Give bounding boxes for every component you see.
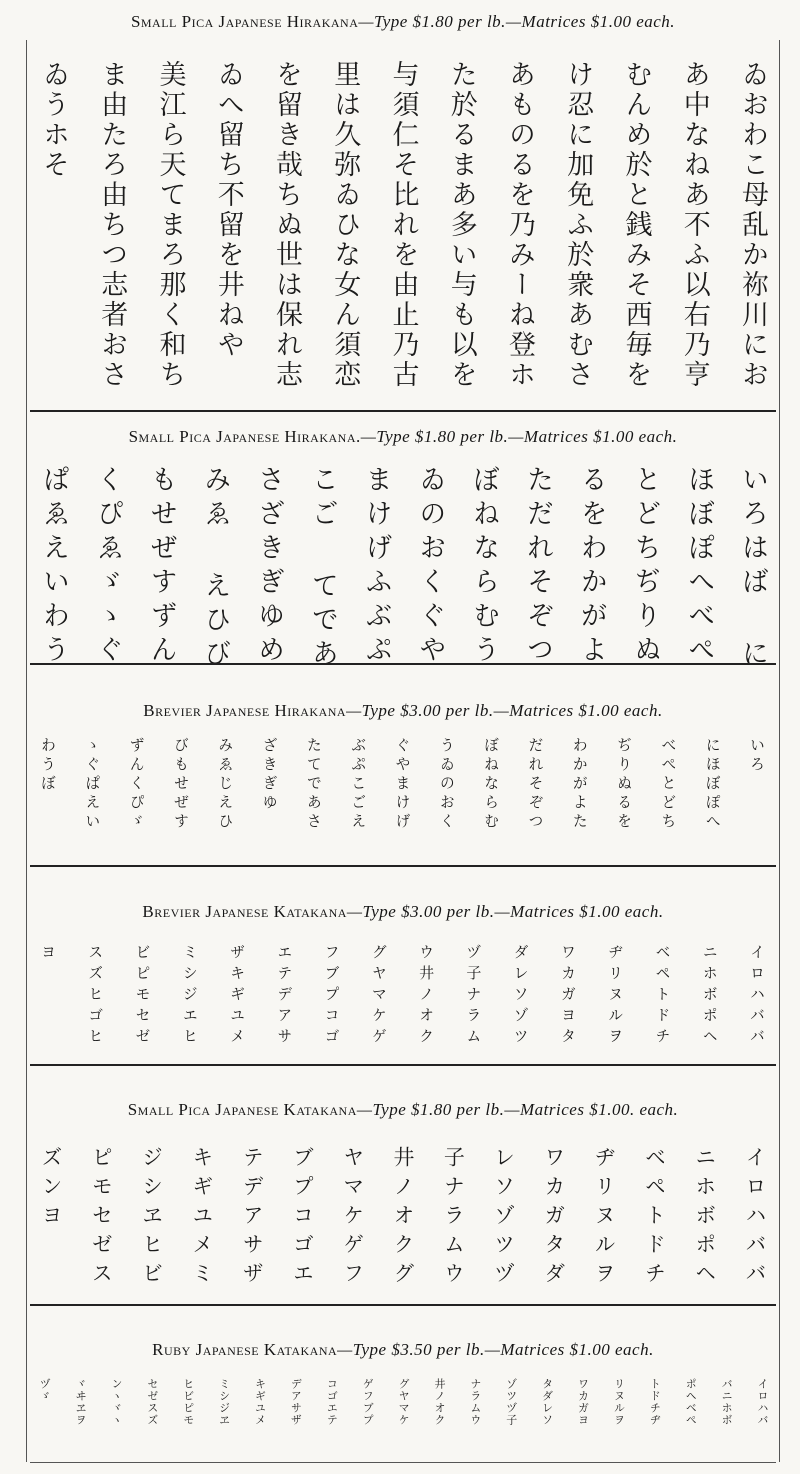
glyph-column: セゼスズ <box>145 1378 159 1426</box>
glyph-column: ヾヰヱヲ <box>74 1378 88 1426</box>
glyph-column: もせぜすずん <box>145 465 177 669</box>
glyph-column: あ中なねあ不ふ以右乃亨 <box>678 60 710 390</box>
glyph-column: ブプコゴエ <box>290 1146 315 1291</box>
section-divider <box>30 410 776 412</box>
specimen-price: —Type $1.80 per lb.—Matrices $1.00 each. <box>358 12 676 31</box>
glyph-column: コゴエテ <box>325 1378 339 1426</box>
glyph-column: みゑ えひび <box>199 465 231 673</box>
glyph-column: エテデアサ <box>275 944 294 1049</box>
glyph-column: いろはば に <box>737 465 768 673</box>
glyph-column: ずんくぴゞ <box>127 737 146 832</box>
glyph-column: ぢりぬるを <box>615 737 634 832</box>
glyph-column: ぼねならむ <box>482 737 501 832</box>
glyph-column: ジシヱヒビ <box>139 1146 164 1291</box>
glyph-column: ゝぐぱえい <box>83 737 102 832</box>
glyph-column: ンヽヾヽ <box>109 1378 123 1426</box>
glyph-column: ゾツヅ子 <box>504 1378 518 1426</box>
glyph-column: ゐのおくぐや <box>414 465 446 669</box>
glyph-column: くぴゑゞゝぐ <box>91 465 123 669</box>
glyph-column: あものるを乃みーね登ホ <box>504 60 535 390</box>
glyph-column: ミシジヱ <box>217 1378 231 1426</box>
glyph-column: ただれそぞつ <box>521 465 553 669</box>
glyph-column: むんめ於と銭みそ西毎を <box>620 60 652 390</box>
specimen-heading <box>30 1340 776 1360</box>
specimen-price: —Type $1.80 per lb.—Matrices $1.00. each. <box>356 1100 679 1119</box>
glyph-column: ヅゞ <box>38 1378 52 1402</box>
page-border-right <box>779 40 780 1462</box>
glyph-columns <box>30 465 776 673</box>
specimen-price: —Type $3.50 per lb.—Matrices $1.00 each. <box>337 1340 654 1359</box>
glyph-column: だれそぞつ <box>526 737 545 832</box>
glyph-column: ヨ <box>39 944 58 965</box>
specimen-heading <box>30 427 776 447</box>
glyph-column: キギユメ <box>253 1378 267 1426</box>
glyph-column: タダレソ <box>540 1378 554 1426</box>
glyph-column: ニホボポヘ <box>692 1146 717 1291</box>
specimen-heading <box>30 701 776 721</box>
glyph-column: グヤマケゲ <box>369 944 388 1049</box>
glyph-column: びもせぜす <box>171 737 190 832</box>
page-bottom-rule <box>30 1462 776 1463</box>
glyph-column: ニホボポヘ <box>700 944 719 1049</box>
specimen-heading <box>30 12 776 32</box>
specimen-heading <box>30 902 776 922</box>
glyph-column: ざきぎゆ <box>260 737 279 813</box>
glyph-column: 井ノオク <box>432 1378 446 1426</box>
glyph-column: スズヒゴヒ <box>86 944 105 1049</box>
glyph-column: さざきぎゆめ <box>253 465 285 669</box>
glyph-columns <box>30 944 776 1052</box>
glyph-column: ミシジエヒ <box>180 944 199 1049</box>
glyph-column: ぶぷこごえ <box>349 737 368 832</box>
specimen-title: Small Pica Japanese Hirakana <box>130 12 359 31</box>
glyph-column: わかがよた <box>570 737 589 832</box>
glyph-column: フブプコゴ <box>322 944 341 1049</box>
glyph-column: ゐへ留ち不留を井ねや <box>212 60 244 360</box>
glyph-column: ウ井ノオク <box>417 944 436 1049</box>
glyph-columns <box>30 60 776 400</box>
glyph-column: イロハババ <box>743 1146 767 1291</box>
glyph-column: ま由たろ由ちつ志者おさ <box>96 60 128 390</box>
specimen-title: Brevier Japanese Katakana <box>142 902 347 921</box>
glyph-column: 子ナラムウ <box>441 1146 466 1291</box>
glyph-column: ベペトドチ <box>642 1146 667 1291</box>
glyph-columns <box>30 737 776 855</box>
glyph-column: ヅ子ナラム <box>464 944 483 1049</box>
glyph-column: トドチヂ <box>648 1378 662 1426</box>
glyph-column: とどちぢりぬ <box>629 465 661 669</box>
glyph-column: ズンヨ <box>39 1146 64 1233</box>
glyph-column: うゐのおく <box>437 737 456 832</box>
glyph-column: こご てであ <box>306 465 338 673</box>
specimen-title: Ruby Japanese Katakana <box>152 1340 338 1359</box>
glyph-column: 与須仁そ比れを由止乃古 <box>387 60 419 390</box>
glyph-column: ゐおわこ母乱か祢川にお <box>737 60 768 390</box>
glyph-column: を留き哉ちぬ世は保れ志 <box>271 60 302 390</box>
glyph-column: わうぼ <box>39 737 57 794</box>
glyph-column: ザキギユメ <box>228 944 247 1049</box>
glyph-column: ゐうホそ <box>38 60 69 180</box>
glyph-column: ワカガヨ <box>576 1378 590 1426</box>
specimen-small-pica-hirakana-cursive <box>30 8 776 413</box>
glyph-column: ワカガタダ <box>541 1146 566 1291</box>
specimen-small-pica-katakana <box>30 1064 776 1306</box>
specimen-price: —Type $1.80 per lb.—Matrices $1.00 each. <box>360 427 678 446</box>
glyph-column: リヌルヲ <box>612 1378 626 1426</box>
glyph-column: け忍に加免ふ於衆あむさ <box>562 60 594 390</box>
glyph-column: ワカガヨタ <box>558 944 577 1049</box>
glyph-column: イロハバ <box>756 1378 769 1426</box>
glyph-column: るをわかがよ <box>575 465 607 669</box>
glyph-column: ヤマケゲフ <box>340 1146 365 1291</box>
specimen-title: Brevier Japanese Hirakana <box>143 701 347 720</box>
specimen-price: —Type $3.00 per lb.—Matrices $1.00 each. <box>346 701 663 720</box>
specimen-ruby-katakana <box>30 1306 776 1462</box>
glyph-column: テデアサザ <box>240 1146 265 1291</box>
glyph-column: ぱゑえいわう <box>38 465 70 669</box>
specimen-brevier-katakana <box>30 866 776 1064</box>
glyph-column: イロハババ <box>748 944 766 1049</box>
glyph-column: みゑじえひ <box>216 737 235 832</box>
glyph-column: キギユメミ <box>189 1146 214 1291</box>
page-border-left <box>26 40 27 1462</box>
specimen-brevier-hirakana <box>30 665 776 865</box>
glyph-column: ダレソゾツ <box>511 944 530 1049</box>
specimen-small-pica-hirakana <box>30 413 776 673</box>
glyph-column: ヒビピモ <box>181 1378 195 1426</box>
glyph-column: バニホボ <box>720 1378 734 1426</box>
specimen-heading <box>30 1100 776 1120</box>
glyph-column: いろ <box>748 737 766 775</box>
glyph-column: ピモセゼス <box>89 1146 114 1291</box>
glyph-column: まけげふぶぷ <box>360 465 392 669</box>
glyph-column: ポヘベペ <box>684 1378 698 1426</box>
glyph-column: ぼねならむう <box>468 465 500 669</box>
glyph-column: レソゾツヅ <box>491 1146 516 1291</box>
glyph-column: グヤマケ <box>397 1378 411 1426</box>
glyph-column: 美江ら天てまろ那く和ち <box>154 60 186 390</box>
glyph-column: デアサザ <box>289 1378 303 1426</box>
glyph-column: ナラムウ <box>468 1378 482 1426</box>
glyph-column: 井ノオクグ <box>391 1146 416 1291</box>
specimen-title: Small Pica Japanese Katakana <box>127 1100 357 1119</box>
glyph-column: たてであさ <box>304 737 323 832</box>
glyph-column: ビピモセゼ <box>133 944 152 1049</box>
glyph-column: た於るまあ多い与も以を <box>445 60 477 390</box>
glyph-columns <box>30 1378 776 1456</box>
glyph-column: ヂリヌルヲ <box>606 944 625 1049</box>
glyph-column: 里は久弥ゐひな女ん須恋 <box>329 60 361 390</box>
glyph-columns <box>30 1146 776 1291</box>
glyph-column: ぐやまけげ <box>393 737 412 832</box>
glyph-column: べぺとどち <box>659 737 678 832</box>
glyph-column: ベペトドチ <box>653 944 672 1049</box>
specimen-price: —Type $3.00 per lb.—Matrices $1.00 each. <box>346 902 664 921</box>
glyph-column: にほぼぽへ <box>703 737 722 832</box>
glyph-column: ゲフブプ <box>361 1378 375 1426</box>
glyph-column: ヂリヌルヲ <box>592 1146 617 1291</box>
specimen-title: Small Pica Japanese Hirakana. <box>128 427 361 446</box>
glyph-column: ほぼぽへべぺ <box>683 465 715 669</box>
